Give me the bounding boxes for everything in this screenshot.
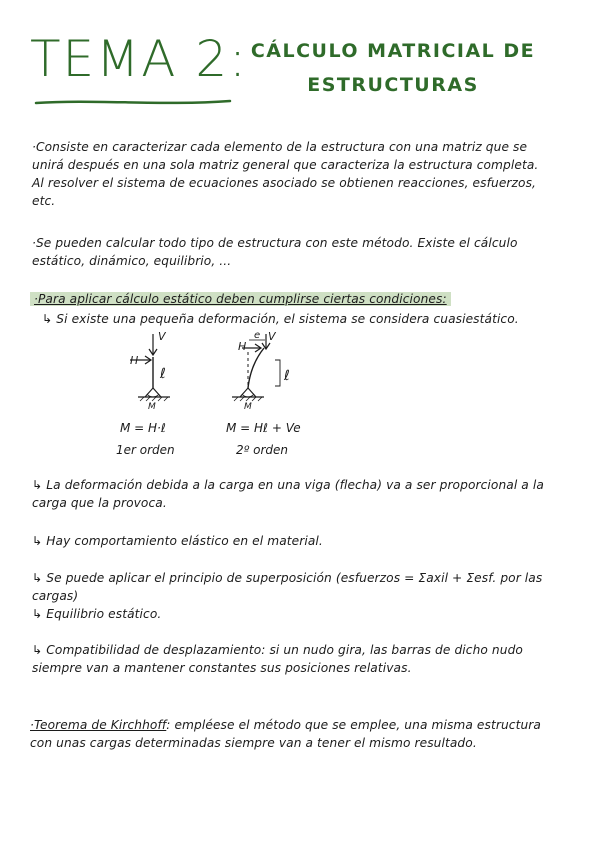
first-order-label: 1er orden bbox=[116, 443, 175, 457]
page-subtitle-line2: ESTRUCTURAS bbox=[307, 74, 479, 96]
title-underline bbox=[34, 96, 234, 110]
conditions-heading bbox=[30, 290, 560, 308]
bullet-proportional-deformation: ↳ La deformación debida a la carga en una viga (flecha) va a ser proporcional a la carga que la provoca. bbox=[32, 478, 544, 510]
kirchhoff-term: ·Teorema de Kirchhoff bbox=[30, 718, 167, 732]
quasistatic-note: ↳ Si existe una pequeña deformación, el sistema se considera cuasiestático. bbox=[42, 312, 519, 326]
page-title: TEMA 2: bbox=[30, 30, 249, 88]
bullet-elastic-behavior: ↳ Hay comportamiento elástico en el material. bbox=[32, 534, 323, 548]
second-order-formula: M = Hℓ + Ve bbox=[226, 421, 301, 435]
kirchhoff-text: : empléese el método que se emplee, una misma estructura con unas cargas determinadas siempre van a tener el mismo resultado. bbox=[30, 718, 541, 750]
kirchhoff-theorem bbox=[30, 716, 566, 752]
page-subtitle-line1: CÁLCULO MATRICIAL DE bbox=[250, 40, 536, 62]
paragraph-methods: ·Se pueden calcular todo tipo de estructura con este método. Existe el cálculo estático, dinámico, equilibrio, ... bbox=[32, 236, 518, 268]
bullet-superposition: ↳ Se puede aplicar el principio de superposición (esfuerzos = Σaxil + Σesf. por las cargas) bbox=[32, 571, 543, 603]
first-order-h-label: H bbox=[130, 354, 139, 367]
bullet-static-equilibrium: ↳ Equilibrio estático. bbox=[32, 607, 162, 621]
second-order-e-label: e bbox=[254, 330, 261, 341]
first-order-m-label: M bbox=[148, 402, 156, 412]
second-order-m-label: M bbox=[244, 402, 252, 412]
first-order-formula: M = H·ℓ bbox=[120, 421, 166, 435]
second-order-label: 2º orden bbox=[236, 443, 288, 457]
paragraph-intro: ·Consiste en caracterizar cada elemento de la estructura con una matriz que se unirá después en una sola matriz general que caracteriza la estructura completa. Al resolver el sistema de ecuaciones asociado se obtienen reacciones, esfuerzos, etc. bbox=[32, 140, 539, 208]
bullet-displacement-compatibility: ↳ Compatibilidad de desplazamiento: si un nudo gira, las barras de dicho nudo siempre van a mantener constantes sus posiciones relativas. bbox=[32, 643, 523, 675]
conditions-heading-text: ·Para aplicar cálculo estático deben cumplirse ciertas condiciones: bbox=[30, 292, 451, 306]
second-order-h-label: H bbox=[238, 340, 247, 353]
first-order-l-label: ℓ bbox=[160, 366, 166, 382]
second-order-v-label: V bbox=[268, 330, 276, 343]
first-order-v-label: V bbox=[158, 330, 166, 343]
second-order-l-label: ℓ bbox=[284, 368, 290, 384]
